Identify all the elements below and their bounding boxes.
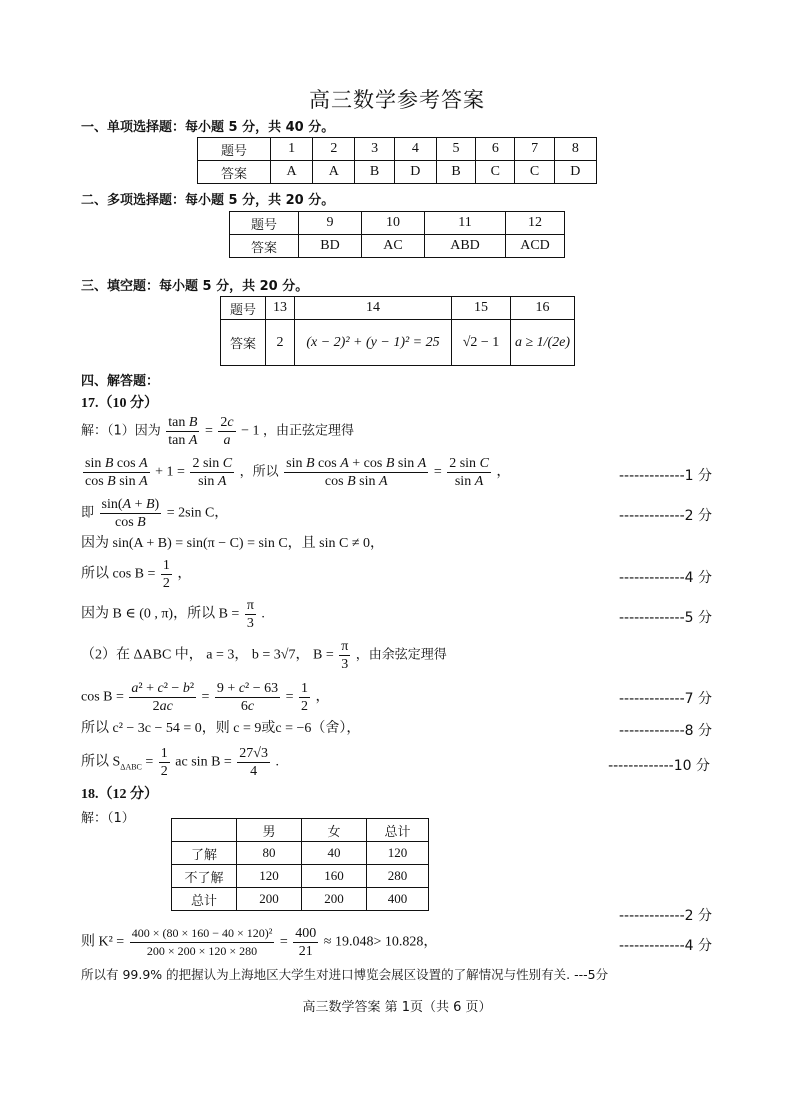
table-cell: 总计 [172,888,237,911]
text: ac sin B = [175,754,232,770]
q17-line6 [81,597,265,632]
text: 则 K² = [81,934,125,950]
table-cell: 9 [299,212,362,235]
fraction: $\frac{1}{2}$ [160,746,168,779]
fraction: $\frac{\text{2 sin C}}{\text{sin A}}$ [449,456,489,489]
table-cell: 12 [506,212,565,235]
table-cell: 5 [436,138,475,161]
score-mark: -------------10 分 [608,758,710,774]
table-header-cell: 女 [302,819,367,842]
table-cell: 160 [302,865,367,888]
text: = 2sin C， [166,505,229,521]
fraction: $\frac{400}{21}$ [295,926,317,959]
section1-heading: 一、单项选择题：每小题 5 分，共 40 分。 [81,120,335,135]
score-mark: -------------8 分 [618,723,712,739]
fraction: $\frac{\sin(A + B)}{\text{cos B}}$ [101,497,160,530]
fraction: $\frac{\text{sin B cos A}}{\text{cos B sin A}}$ [85,456,148,489]
table-cell: 6 [476,138,515,161]
table-cell: D [394,161,436,184]
section2-table [229,211,565,258]
table-row [230,235,565,258]
table-row [221,320,575,366]
section1-table [197,137,597,184]
q17-line5 [81,557,191,592]
score-mark: -------------5 分 [618,610,712,626]
text: . [261,606,265,622]
q17-line2: $\frac{\text{sin B cos A}}{\text{cos B sin A}}$ + 1 = $\frac{\text{2 sin C}}{\text{sin A}}$ ，所以 $\frac{\text{sin B cos A + cos B sin A}}{\text{cos B sin A}}$ = $\frac{\text{2 sin C}}{\text{sin A}}$ ， [85,456,511,489]
table-cell: 8 [554,138,596,161]
q18-line2: 则 K² = $\frac{\text{400 × (80 × 160 − 40 × 120)²}}{200 \times 200 \times 120 \times 280}$ = $\frac{400}{21}$ ≈ 19.048> 10.828， [81,926,438,959]
table-row [230,212,565,235]
q17-line10: 所以 $S_{\Delta ABC}$ = $\frac{1}{2}$ ac sin B = $\frac{27√3}{4}$ . [81,746,279,779]
table-cell: 120 [237,865,302,888]
text: 所以 cos B = [81,566,156,582]
q18-heading: 18.（12 分） [81,787,158,802]
fraction: $\frac{1}{2}$ [301,681,309,714]
table-cell: 40 [302,842,367,865]
table-row [221,297,575,320]
text: cos B = [81,689,124,705]
table-row [172,865,429,888]
table-cell: 了解 [172,842,237,865]
text: ，由余弦定理得 [355,647,447,663]
table-header-cell: 答案 [198,161,271,184]
table-cell: 2 [266,320,295,366]
text: 所以 S [81,754,121,770]
text: 因为 B ∈ (0 , π)，所以 B = [81,606,240,622]
table-header-cell: 题号 [198,138,271,161]
table-cell: √2 − 1 [452,320,511,366]
score-mark: -------------2 分 [618,508,712,524]
table-cell: A [271,161,313,184]
table-cell: 15 [452,297,511,320]
q18-line3: 所以有 99.9% 的把握认为上海地区大学生对进口博览会展区设置的了解情况与性别有关. ---5分 [81,967,609,982]
q17-line4: 因为 sin(A + B) = sin(π − C) = sin C，且 sin C ≠ 0， [81,536,385,551]
table-cell: BD [299,235,362,258]
table-cell: C [515,161,554,184]
section4-heading: 四、解答题： [81,374,160,389]
table-cell: 11 [425,212,506,235]
q17-line7 [81,638,447,673]
table-header-cell: 题号 [221,297,266,320]
table-header-cell: 题号 [230,212,299,235]
fraction: $\frac{\text{a² + c² − b²}}{2ac}$ [131,681,195,714]
table-row [198,138,597,161]
q17-line3 [81,496,228,531]
fraction: $\frac{\pi}{3}$ [341,639,349,672]
table-cell: D [554,161,596,184]
table-header-cell: 答案 [230,235,299,258]
fraction: $\frac{1}{2}$ [162,558,170,591]
table-cell: 4 [394,138,436,161]
table-row [172,842,429,865]
table-cell: 3 [355,138,394,161]
text: ， [496,464,511,480]
fraction: $\frac{27√3}{4}$ [239,746,268,779]
page-title: 高三数学参考答案 [309,88,485,112]
text: ≈ 19.048> 10.828， [323,934,438,950]
table-row [172,819,429,842]
fraction: $\frac{\pi}{3}$ [246,598,254,631]
fraction: $\frac{\text{2 sin C}}{\text{sin A}}$ [192,456,233,489]
table-cell: a ≥ 1/(2e) [511,320,575,366]
table-cell: ACD [506,235,565,258]
table-cell: AC [362,235,425,258]
table-cell: 7 [515,138,554,161]
text: 解：（1）因为 [81,423,161,439]
score-mark: -------------2 分 [618,908,712,924]
fraction: $\frac{\text{sin B cos A + cos B sin A}}{\text{cos B sin A}}$ [286,456,427,489]
table-cell: 2 [313,138,355,161]
table-cell: 1 [271,138,313,161]
q17-heading: 17.（10 分） [81,396,158,411]
table-cell: 13 [266,297,295,320]
table-cell: ABD [425,235,506,258]
text: （2）在 ΔABC 中， a = 3， b = 3√7， B = [81,647,334,663]
table-cell: B [436,161,475,184]
score-mark: -------------1 分 [618,468,712,484]
fraction: $\frac{2c}{a}$ [220,415,234,448]
fraction: $\frac{\text{400 × (80 × 160 − 40 × 120)²}}{200 \times 200 \times 120 \times 280}$ [131,926,273,958]
table-cell: C [476,161,515,184]
table-header-cell: 男 [237,819,302,842]
table-row [172,888,429,911]
table-cell: (x − 2)² + (y − 1)² = 25 [295,320,452,366]
text: 即 [81,505,95,521]
table-cell: A [313,161,355,184]
q17-line1: 解：（1）因为 $\frac{\text{tan B}}{\text{tan A}}$ = $\frac{2c}{a}$ − 1 ，由正弦定理得 [81,415,354,448]
page-footer: 高三数学答案 第 1页（共 6 页） [302,1000,492,1015]
text: ， [315,689,330,705]
table-row [198,161,597,184]
table-cell: 不了解 [172,865,237,888]
table-cell: 200 [237,888,302,911]
table-header-cell: 答案 [221,320,266,366]
section3-table [220,296,575,366]
section2-heading: 二、多项选择题：每小题 5 分，共 20 分。 [81,193,335,208]
table-cell: 80 [237,842,302,865]
score-mark: -------------4 分 [618,570,712,586]
score-mark: -------------7 分 [618,691,712,707]
table-cell: 120 [367,842,429,865]
text: ，由正弦定理得 [262,423,354,439]
text: . [275,754,279,770]
table-cell: 200 [302,888,367,911]
score-mark: -------------4 分 [618,938,712,954]
fraction: $\frac{\text{9 + c² − 63}}{6c}$ [216,681,279,714]
section3-heading: 三、填空题：每小题 5 分，共 20 分。 [81,279,309,294]
table-cell: 400 [367,888,429,911]
table-cell: 10 [362,212,425,235]
table-header-cell: 总计 [367,819,429,842]
fraction: $\frac{\text{tan B}}{\text{tan A}}$ [168,415,198,448]
text: ，所以 [239,464,279,480]
text: ， [177,566,192,582]
q17-line8: cos B = $\frac{\text{a² + c² − b²}}{2ac}$ = $\frac{\text{9 + c² − 63}}{6c}$ = $\frac{1}{2}$ ， [81,681,330,714]
table-cell: 280 [367,865,429,888]
q18-contingency-table [171,818,429,911]
q18-line1: 解：（1） [81,811,135,826]
subscript: ΔABC [120,762,142,772]
table-cell: 16 [511,297,575,320]
q17-line9: 所以 c² − 3c − 54 = 0，则 c = 9或c = −6（舍）， [81,721,361,736]
table-cell: 14 [295,297,452,320]
table-cell: B [355,161,394,184]
table-header-cell [172,819,237,842]
